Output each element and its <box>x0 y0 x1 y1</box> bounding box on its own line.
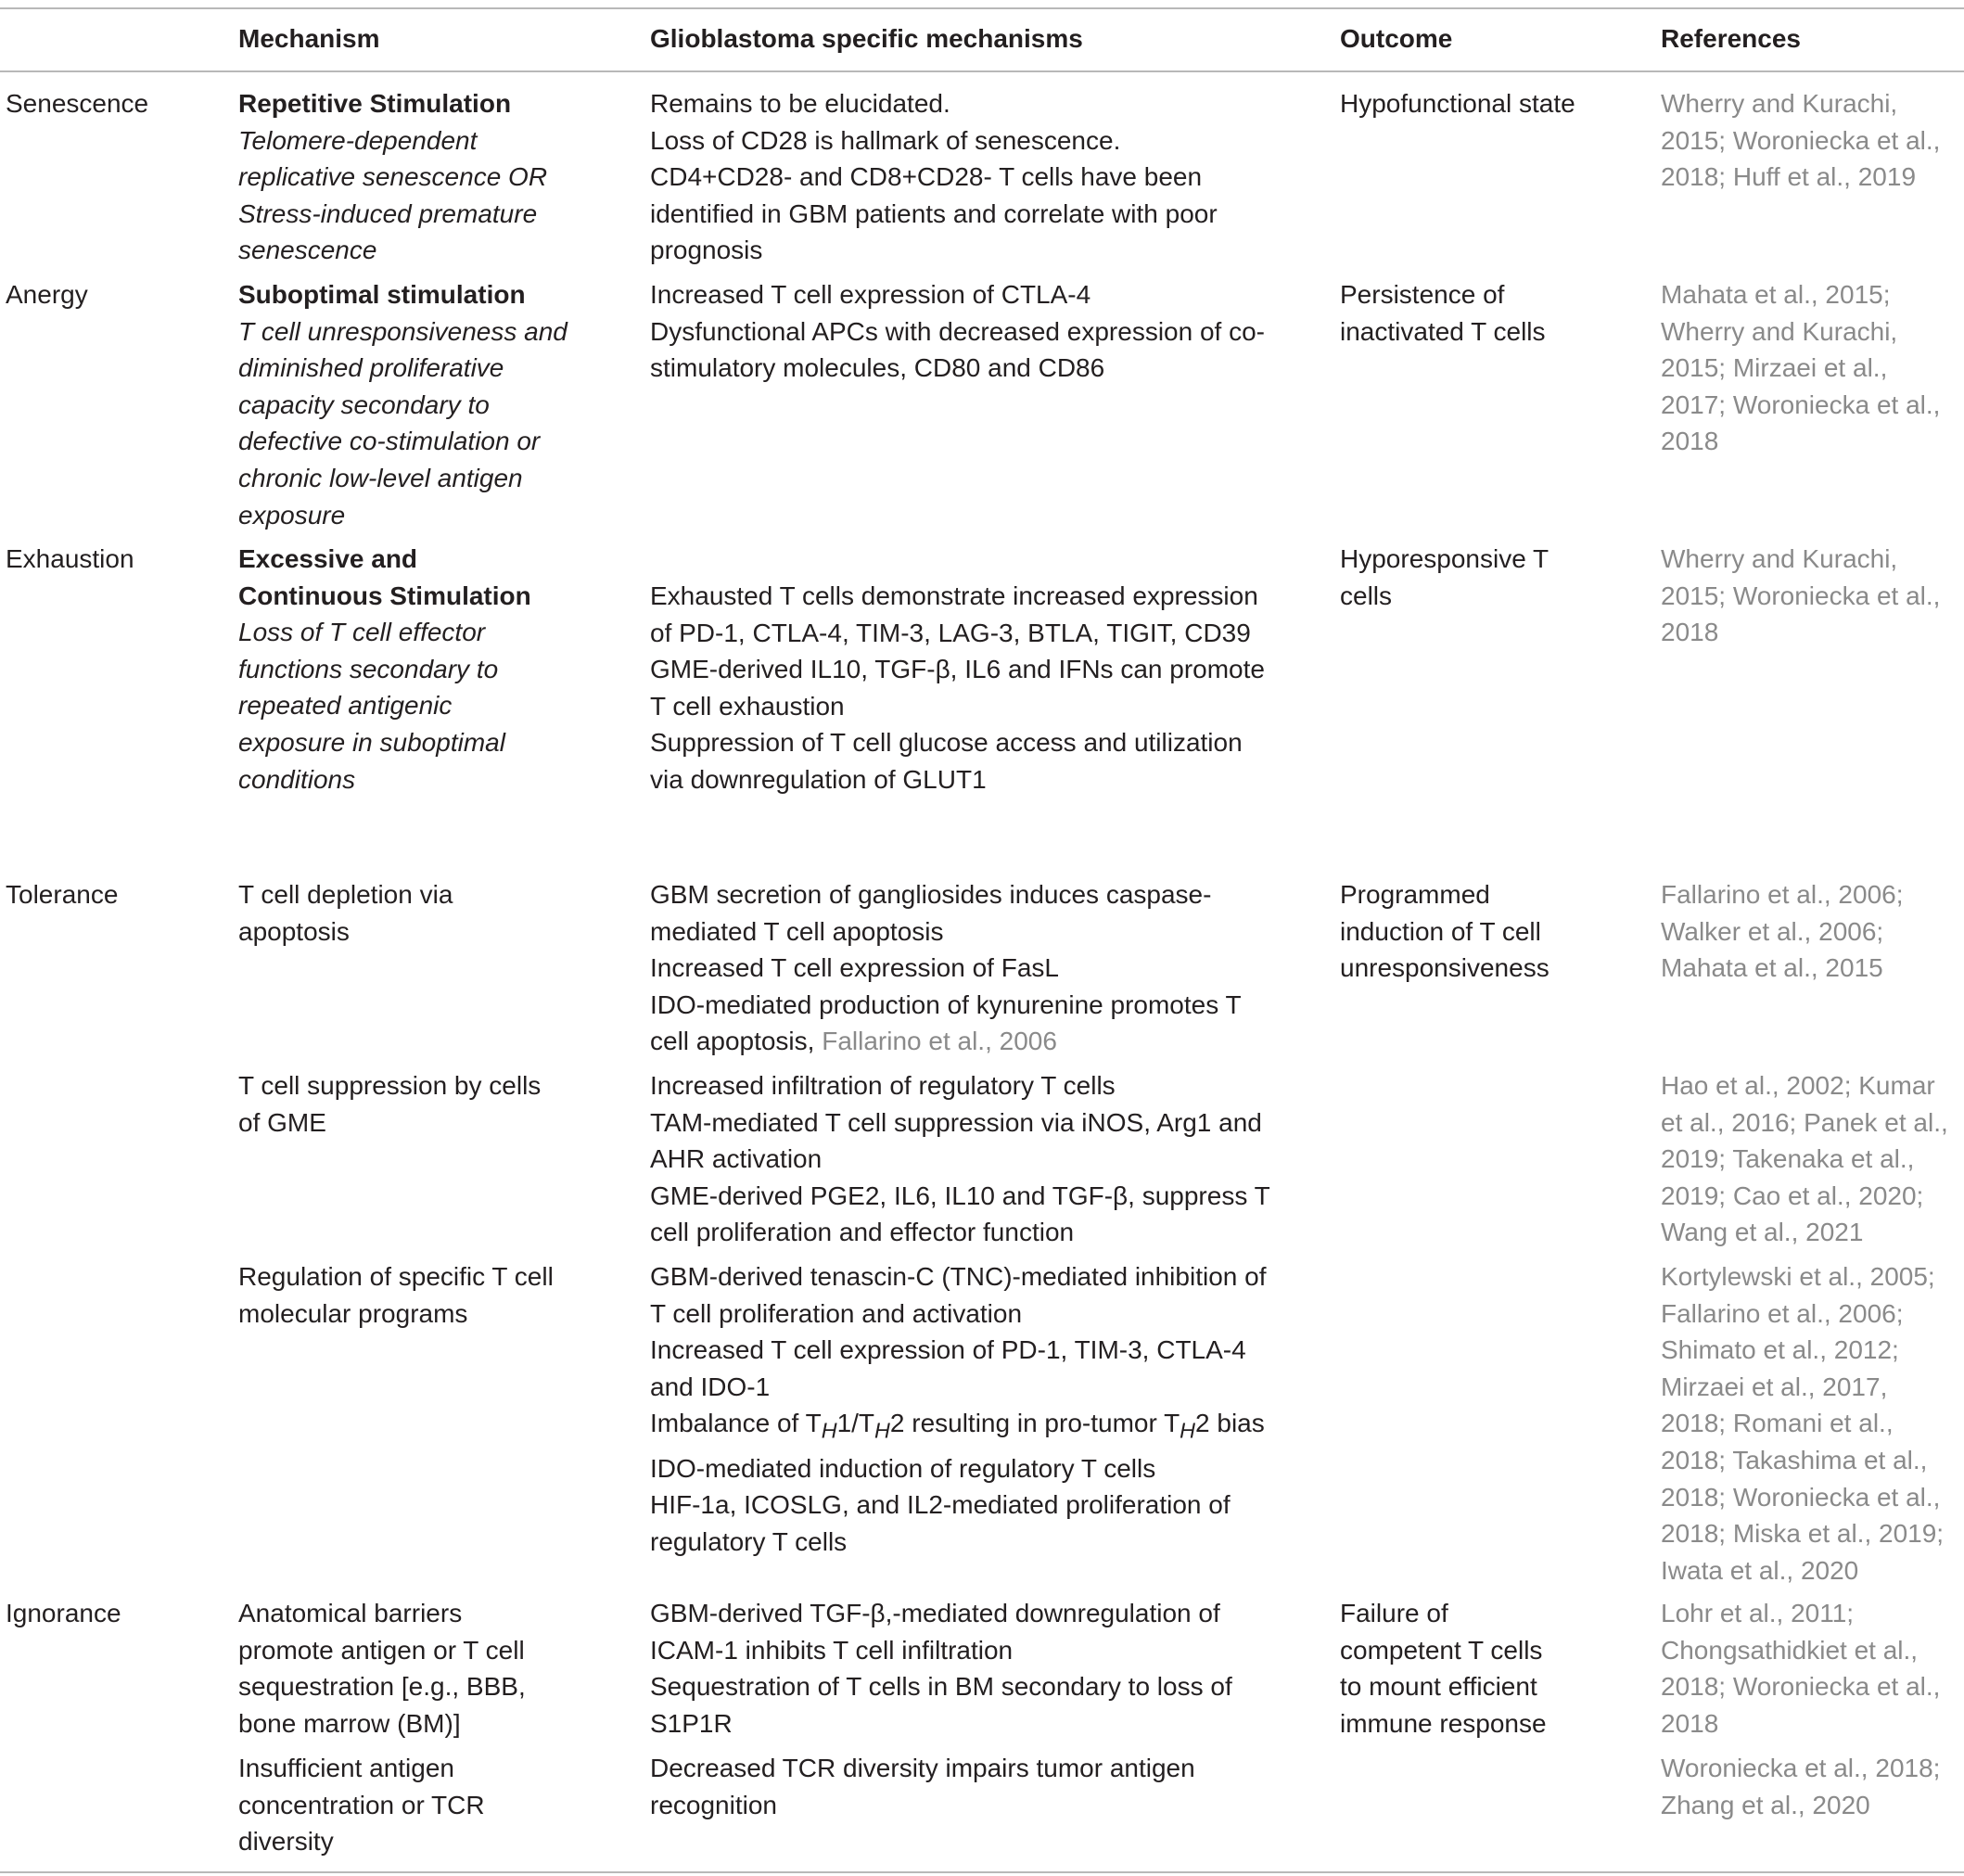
header-outcome: Outcome <box>1340 24 1453 53</box>
gbm-item: Increased T cell expression of PD-1, TIM-3, CTLA-4 and IDO-1 <box>650 1335 1246 1401</box>
gbm-item: GBM-derived TGF-β,-mediated downregulation of ICAM-1 inhibits T cell infiltration <box>650 1599 1220 1665</box>
gbm-item-th-balance: Imbalance of $T_H1/T_H2$ resulting in pro-tumor $T_H2$ bias <box>650 1409 1265 1443</box>
row-tolerance-references-1: Fallarino et al., 2006; Walker et al., 2006; Mahata et al., 2015 <box>1661 880 1904 983</box>
row-ignorance-references-1: Lohr et al., 2011; Chongsathidkiet et al., 2018; Woroniecka et al., 2018 <box>1661 1599 1941 1738</box>
row-exhaustion-mechanism <box>238 541 554 798</box>
row-anergy-gbm <box>650 276 1271 387</box>
row-exhaustion-references: Wherry and Kurachi, 2015; Woroniecka et al., 2018 <box>1661 544 1941 647</box>
row-senescence-gbm <box>650 85 1271 269</box>
gbm-item: GBM-derived tenascin-C (TNC)-mediated inhibition of T cell proliferation and activation <box>650 1262 1267 1328</box>
row-tolerance-references-2: Hao et al., 2002; Kumar et al., 2016; Panek et al., 2019; Takenaka et al., 2019; Cao et al., 2020; Wang et al., 2021 <box>1661 1071 1948 1247</box>
mechanism-title: Suboptimal stimulation <box>238 280 526 309</box>
row-tolerance-mechanism-3: Regulation of specific T cell molecular programs <box>238 1262 554 1328</box>
mechanism-title: Excessive and Continuous Stimulation <box>238 544 531 610</box>
row-anergy-mechanism <box>238 276 600 533</box>
top-rule <box>0 7 1964 9</box>
row-tolerance-gbm-3 <box>650 1258 1271 1560</box>
gbm-item: GME-derived IL10, TGF-β, IL6 and IFNs can promote T cell exhaustion <box>650 655 1265 721</box>
row-ignorance-mechanism-2: Insufficient antigen concentration or TCR diversity <box>238 1754 485 1857</box>
row-tolerance-gbm-2 <box>650 1067 1271 1251</box>
gbm-item: Increased T cell expression of CTLA-4 <box>650 280 1091 309</box>
mechanism-title: Repetitive Stimulation <box>238 89 512 118</box>
row-senescence-category: Senescence <box>6 89 149 118</box>
mechanism-description: T cell unresponsiveness and diminished proliferative capacity secondary to defective co-stimulation or chronic low-level antigen exposure <box>238 316 568 530</box>
gbm-item: Exhausted T cells demonstrate increased expression of PD-1, CTLA-4, TIM-3, LAG-3, BTLA, TIGIT, CD39 <box>650 581 1258 647</box>
gbm-item: Increased T cell expression of FasL <box>650 953 1059 983</box>
inline-reference: Fallarino et al., 2006 <box>822 1027 1057 1056</box>
gbm-item: GME-derived PGE2, IL6, IL10 and TGF-β, suppress T cell proliferation and effector function <box>650 1180 1270 1247</box>
row-anergy-outcome: Persistence of inactivated T cells <box>1340 280 1546 346</box>
row-senescence-references: Wherry and Kurachi, 2015; Woroniecka et al., 2018; Huff et al., 2019 <box>1661 89 1941 192</box>
row-ignorance-gbm-1 <box>650 1595 1271 1742</box>
row-senescence-outcome: Hypofunctional state <box>1340 89 1575 118</box>
gbm-item: IDO-mediated induction of regulatory T cells <box>650 1453 1156 1483</box>
bottom-rule <box>0 1871 1964 1873</box>
gbm-item: Sequestration of T cells in BM secondary to loss of S1P1R <box>650 1672 1232 1738</box>
row-anergy-references: Mahata et al., 2015; Wherry and Kurachi, 2015; Mirzaei et al., 2017; Woroniecka et al., 2018 <box>1661 280 1941 456</box>
gbm-item: Suppression of T cell glucose access and utilization via downregulation of GLUT1 <box>650 728 1243 794</box>
row-ignorance-outcome: Failure of competent T cells to mount efficient immune response <box>1340 1599 1547 1738</box>
row-ignorance-mechanism-1: Anatomical barriers promote antigen or T cell sequestration [e.g., BBB, bone marrow (BM)] <box>238 1599 526 1738</box>
row-tolerance-references-3: Kortylewski et al., 2005; Fallarino et al., 2006; Shimato et al., 2012; Mirzaei et al., 2017, 2018; Romani et al., 2018; Takashima et al., 2018; Woroniecka et al., 2018; Miska et al., 2019; Iwata et al., 2020 <box>1661 1262 1945 1585</box>
mechanism-description: Loss of T cell effector functions secondary to repeated antigenic exposure in suboptimal conditions <box>238 618 505 794</box>
gbm-item: Loss of CD28 is hallmark of senescence. <box>650 125 1121 155</box>
row-ignorance-gbm-2 <box>650 1750 1271 1823</box>
row-tolerance-category: Tolerance <box>6 880 119 909</box>
gbm-item: CD4+CD28- and CD8+CD28- T cells have been identified in GBM patients and correlate with poor prognosis <box>650 162 1218 265</box>
gbm-item: Decreased TCR diversity impairs tumor antigen recognition <box>650 1754 1195 1819</box>
row-exhaustion-gbm <box>650 578 1271 798</box>
gbm-item: TAM-mediated T cell suppression via iNOS, Arg1 and AHR activation <box>650 1107 1262 1174</box>
header-mechanism: Mechanism <box>238 24 380 53</box>
row-ignorance-category: Ignorance <box>6 1599 121 1627</box>
header-gbm-mechanisms: Glioblastoma specific mechanisms <box>650 24 1083 53</box>
header-references: References <box>1661 24 1801 53</box>
gbm-item: Remains to be elucidated. <box>650 89 950 118</box>
row-tolerance-gbm-1 <box>650 876 1271 1060</box>
header-rule <box>0 70 1964 72</box>
gbm-item: Dysfunctional APCs with decreased expression of co-stimulatory molecules, CD80 and CD86 <box>650 316 1265 383</box>
gbm-item: IDO-mediated production of kynurenine promotes T cell apoptosis, Fallarino et al., 2006 <box>650 989 1242 1056</box>
row-anergy-category: Anergy <box>6 280 88 309</box>
row-ignorance-references-2: Woroniecka et al., 2018; Zhang et al., 2020 <box>1661 1754 1941 1819</box>
mechanism-description: Telomere-dependent replicative senescence OR Stress-induced premature senescence <box>238 125 548 265</box>
gbm-item: Increased infiltration of regulatory T cells <box>650 1071 1116 1100</box>
gbm-item: GBM secretion of gangliosides induces caspase-mediated T cell apoptosis <box>650 880 1212 946</box>
gbm-item: HIF-1a, ICOSLG, and IL2-mediated proliferation of regulatory T cells <box>650 1490 1231 1556</box>
row-tolerance-mechanism-2: T cell suppression by cells of GME <box>238 1071 542 1137</box>
row-exhaustion-outcome: Hyporesponsive T cells <box>1340 544 1549 610</box>
row-exhaustion-category: Exhaustion <box>6 544 134 573</box>
row-senescence-mechanism <box>238 85 600 269</box>
row-tolerance-mechanism-1: T cell depletion via apoptosis <box>238 880 453 946</box>
row-tolerance-outcome: Programmed induction of T cell unresponsiveness <box>1340 880 1550 983</box>
